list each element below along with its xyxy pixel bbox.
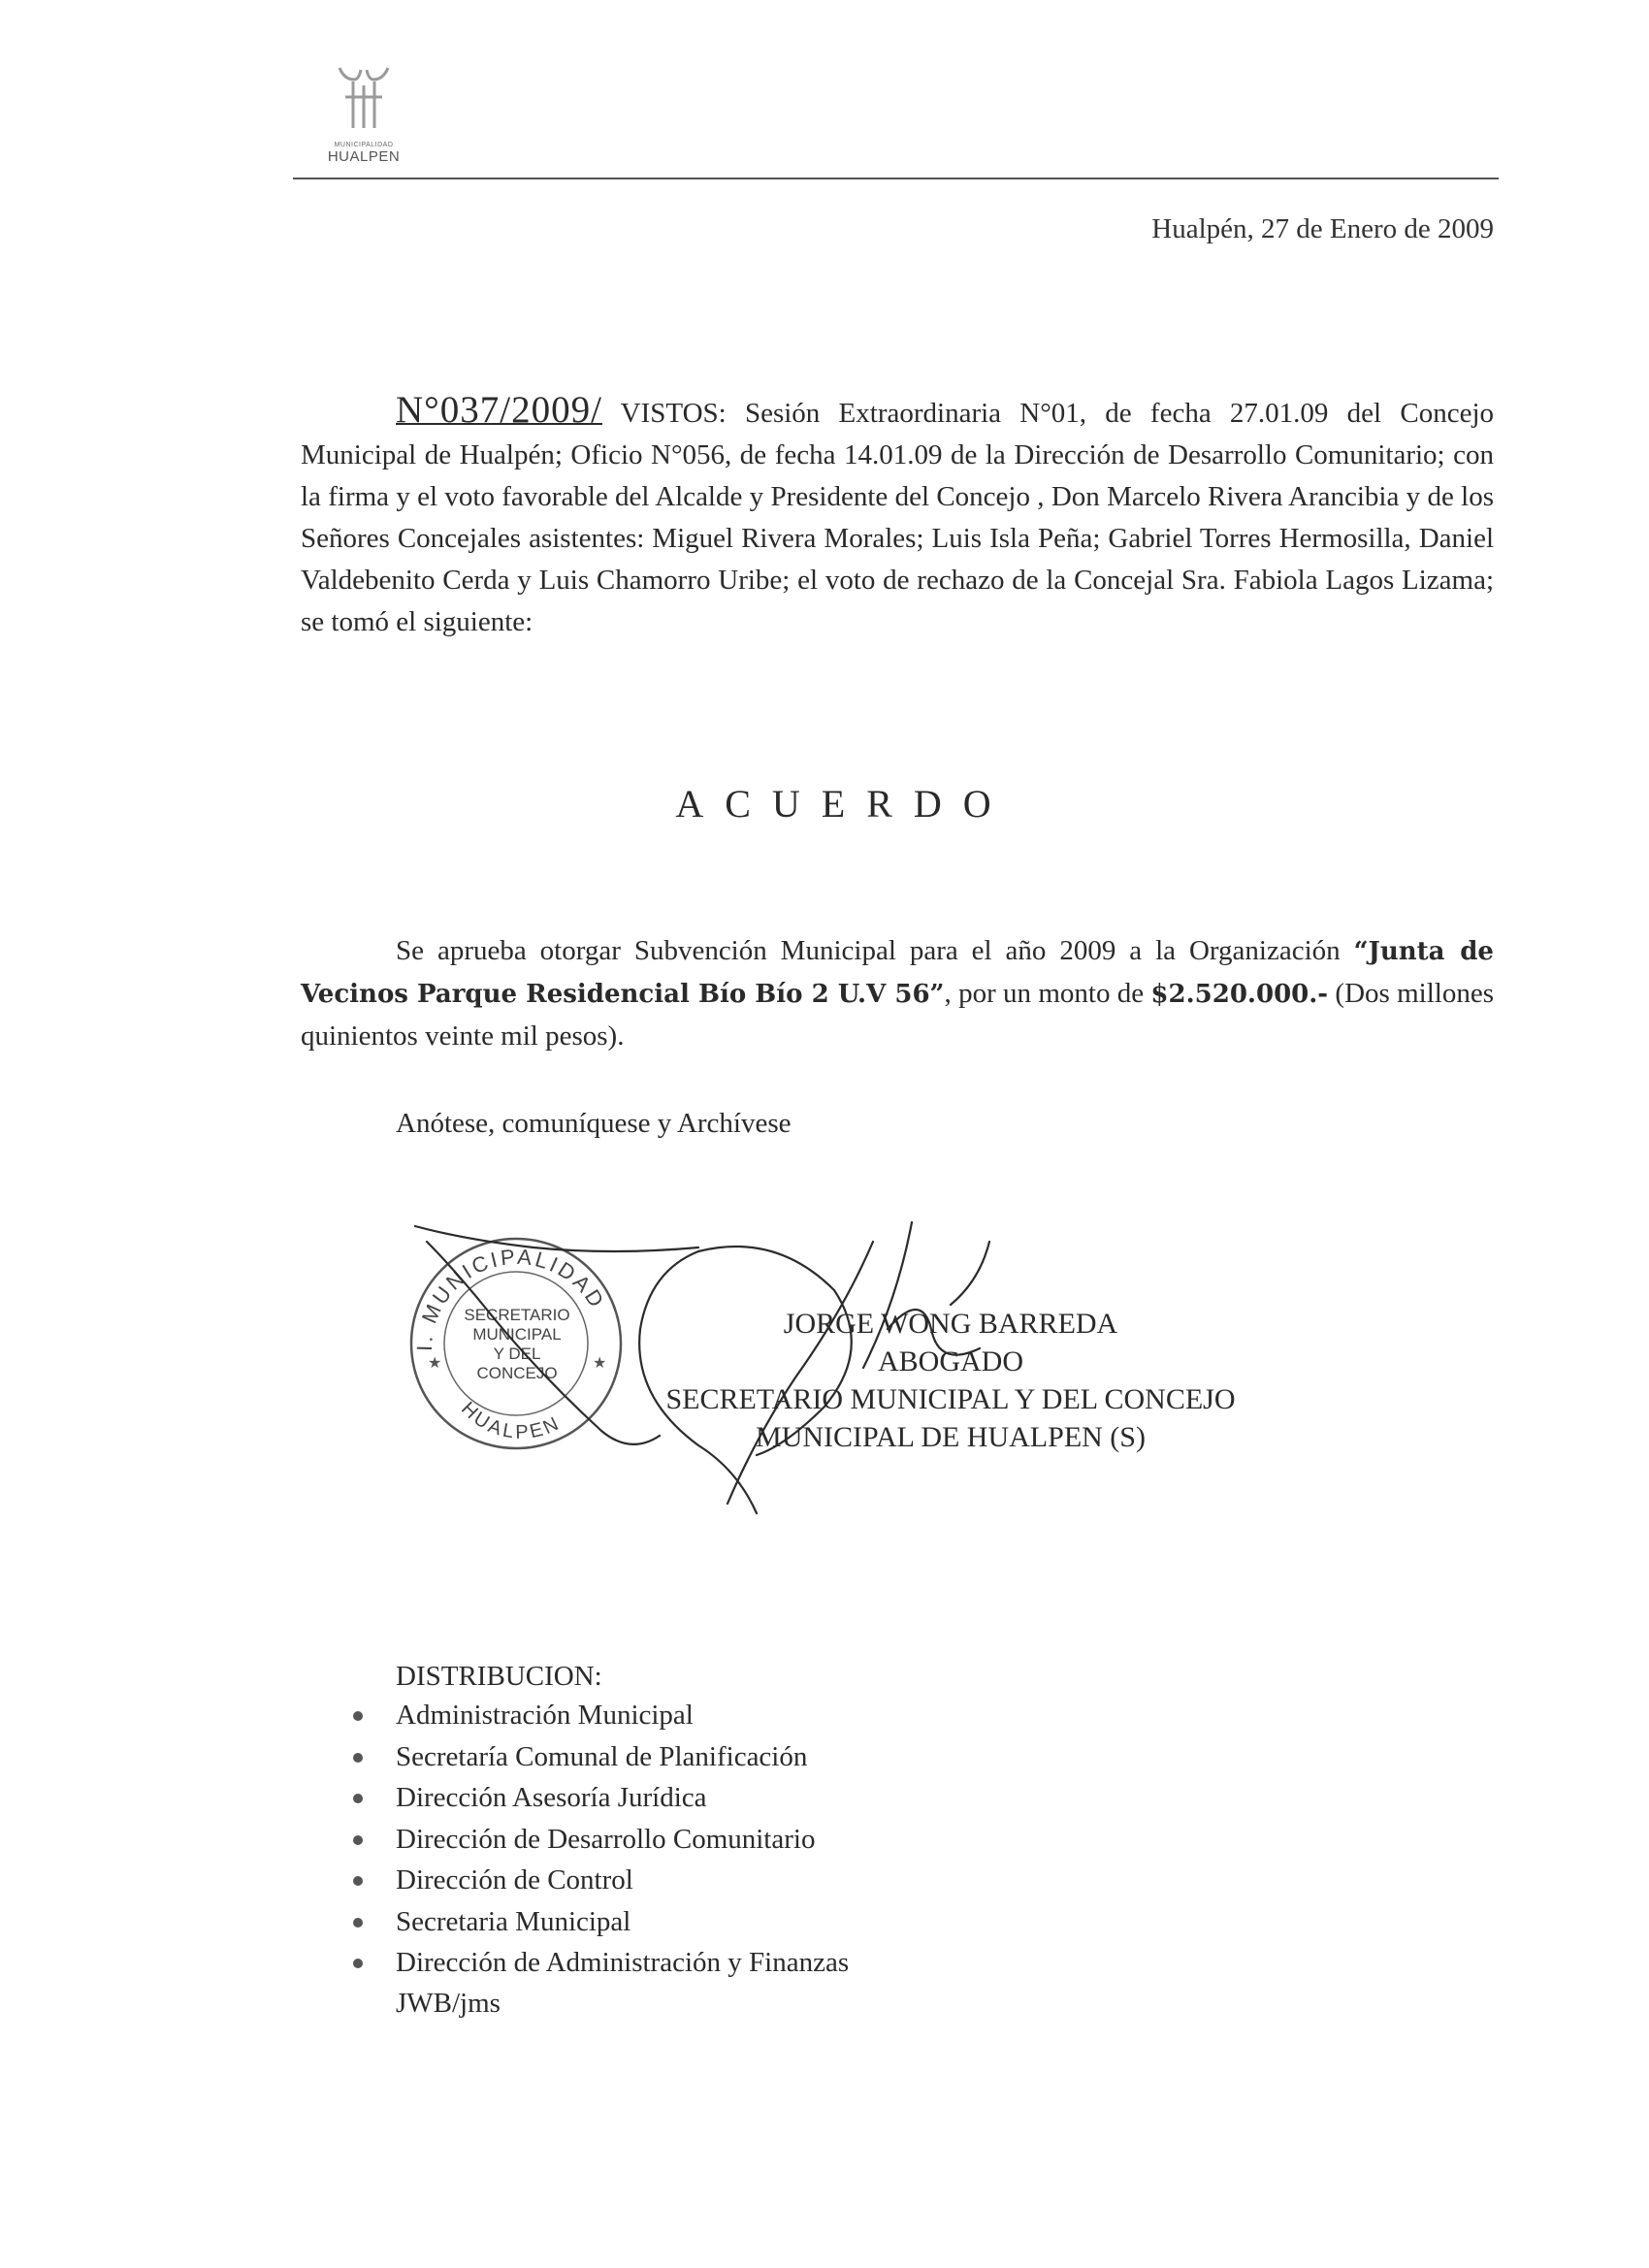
list-item: [396, 1777, 849, 1819]
bullet-icon: [353, 1959, 363, 1968]
stamp-bottom-text: HUALPEN: [457, 1398, 565, 1443]
bullet-icon: [353, 1835, 363, 1845]
svg-text:★: ★: [593, 1355, 607, 1372]
resolution-paragraph: [301, 389, 1494, 643]
agreement-text-start: Se aprueba otorgar Subvención Municipal para el año 2009 a la Organización: [396, 935, 1354, 966]
subsidy-amount: $2.520.000.-: [1150, 980, 1329, 1009]
list-item: [396, 1695, 849, 1736]
distribution-heading: DISTRIBUCION:: [396, 1661, 602, 1692]
logo-name: HUALPEN: [327, 148, 401, 165]
resolution-number: N°037/2009/: [396, 389, 602, 431]
signer-name: JORGE WONG BARREDA: [783, 1308, 1118, 1340]
header-divider: [293, 178, 1499, 179]
signer-title-line-1: SECRETARIO MUNICIPAL Y DEL CONCEJO: [665, 1383, 1236, 1415]
bullet-icon: [353, 1918, 363, 1928]
distribution-item-label: Secretaría Comunal de Planificación: [396, 1740, 808, 1772]
list-item: [396, 1942, 849, 1984]
distribution-item-label: Secretaria Municipal: [396, 1905, 631, 1937]
municipal-logo: [306, 58, 422, 175]
list-item: [396, 1860, 849, 1901]
closing-formula: Anótese, comuníquese y Archívese: [396, 1108, 792, 1139]
list-item: [396, 1819, 849, 1861]
resolution-body: VISTOS: Sesión Extraordinaria N°01, de fecha 27.01.09 del Concejo Municipal de Hualpén; Oficio N°056, de fecha 14.01.09 de la Dirección de Desarrollo Comunitario; con la firma y el voto favorable del Alcalde y Presidente del Concejo , Don Marcelo Rivera Arancibia y de los Señores Concejales asistentes: Miguel Rivera Morales; Luis Isla Peña; Gabriel Torres Hermosilla, Daniel Valdebenito Cerda y Luis Chamorro Uribe; el voto de rechazo de la Concejal Sra. Fabiola Lagos Lizama; se tomó el siguiente:: [301, 398, 1494, 637]
list-item: [396, 1736, 849, 1778]
bullet-icon: [353, 1794, 363, 1803]
document-date: Hualpén, 27 de Enero de 2009: [1151, 213, 1494, 244]
distribution-section: [396, 1661, 849, 2023]
stamp-center-line-3: Y DEL: [493, 1345, 541, 1363]
distribution-item-label: Dirección de Administración y Finanzas: [396, 1947, 850, 1978]
signer-block: [543, 1305, 1358, 1456]
logo-subtext: MUNICIPALIDAD: [334, 142, 394, 148]
signer-title-line-2: MUNICIPAL DE HUALPEN (S): [756, 1421, 1146, 1453]
distribution-item-label: Dirección de Control: [396, 1864, 633, 1895]
agreement-paragraph: [301, 930, 1494, 1057]
stamp-center-line-4: CONCEJO: [476, 1364, 558, 1382]
list-item: [396, 1901, 849, 1943]
amount-in-words: (Dos millones quinientos veinte mil pesos).: [301, 978, 1494, 1052]
distribution-item-label: Dirección Asesoría Jurídica: [396, 1782, 707, 1813]
svg-text:★: ★: [428, 1355, 442, 1372]
stamp-ring-text: I. MUNICIPALIDAD: [411, 1244, 610, 1352]
typist-initials: JWB/jms: [396, 1987, 501, 2019]
distribution-list: [396, 1695, 849, 1984]
signer-profession: ABOGADO: [878, 1345, 1023, 1377]
agreement-title: ACUERDO: [675, 782, 1013, 826]
distribution-item-label: Dirección de Desarrollo Comunitario: [396, 1823, 816, 1855]
stamp-center-line-1: SECRETARIO: [464, 1306, 570, 1324]
distribution-item-label: Administración Municipal: [396, 1700, 694, 1731]
bullet-icon: [353, 1876, 363, 1886]
bullet-icon: [353, 1711, 363, 1721]
bullet-icon: [353, 1753, 363, 1763]
organization-name: “Junta de Vecinos Parque Residencial Bío Bío 2 U.V 56”: [301, 937, 1494, 1009]
agreement-text-middle: , por un monto de: [944, 978, 1151, 1009]
hualpen-emblem-icon: [330, 58, 398, 136]
stamp-center-line-2: MUNICIPAL: [472, 1325, 562, 1344]
